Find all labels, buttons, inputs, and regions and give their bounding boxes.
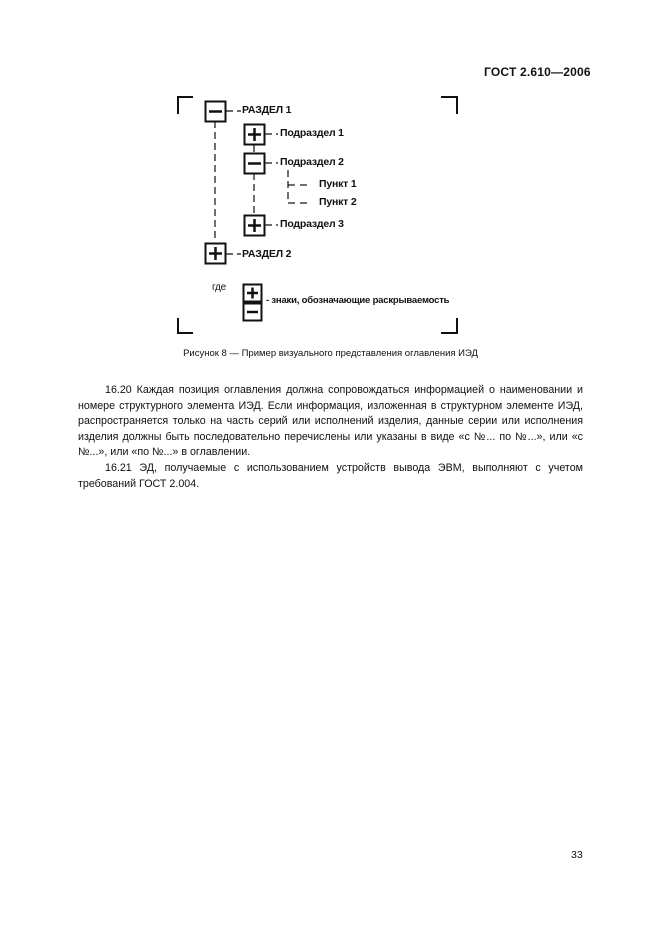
toc-item-podrazdel-3[interactable]: Подраздел 3 (280, 218, 344, 230)
toc-item-razdel-1[interactable]: РАЗДЕЛ 1 (242, 104, 292, 116)
collapse-icon[interactable] (245, 154, 265, 174)
toc-item-punkt-2[interactable]: Пункт 2 (319, 196, 357, 208)
legend-where-label: где (212, 282, 226, 293)
paragraph-16-21: 16.21 ЭД, получаемые с использованием устройств вывода ЭВМ, выполняют с учетом требований ГОСТ 2.004. (78, 461, 583, 490)
collapse-icon[interactable] (206, 102, 226, 122)
toc-item-podrazdel-1[interactable]: Подраздел 1 (280, 127, 344, 139)
paragraph-16-20: 16.20 Каждая позиция оглавления должна сопровождаться информацией о наименовании и номере структурного элемента ИЭД. Если информация, изложенная в структурном элементе ИЭД, распространяется только на часть серий или исполнений изделия, данные серии или исполнения изделия должны быть последовательно перечислены или указаны в виде «с №... по №...», или «с №...», или «по №...» в оглавлении. (78, 384, 583, 459)
toc-item-razdel-2[interactable]: РАЗДЕЛ 2 (242, 248, 292, 260)
page-number: 33 (571, 849, 583, 861)
legend-collapse-icon (244, 304, 262, 321)
toc-item-podrazdel-2[interactable]: Подраздел 2 (280, 156, 344, 168)
expand-icon[interactable] (245, 125, 265, 145)
toc-figure (0, 0, 661, 360)
figure-caption: Рисунок 8 — Пример визуального представления оглавления ИЭД (183, 348, 478, 359)
legend-expand-icon (244, 285, 262, 302)
expand-icon[interactable] (245, 216, 265, 236)
document-code: ГОСТ 2.610—2006 (484, 65, 591, 79)
expand-icon[interactable] (206, 244, 226, 264)
legend-description: - знаки, обозначающие раскрываемость (266, 295, 450, 306)
body-text (78, 383, 583, 492)
toc-item-punkt-1[interactable]: Пункт 1 (319, 178, 357, 190)
